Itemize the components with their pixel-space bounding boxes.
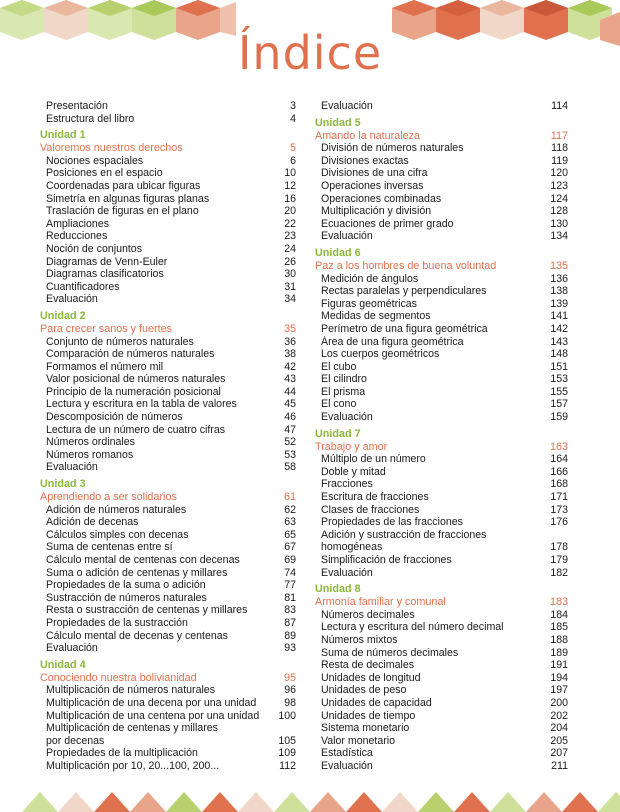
toc-entry-page: 89 <box>284 629 296 642</box>
toc-entry-page: 77 <box>284 579 296 592</box>
toc-entry-page: 173 <box>550 503 568 516</box>
toc-entry-label: Suma o adición de centenas y millares <box>46 566 228 579</box>
toc-entry-label: Cuantificadores <box>46 280 120 293</box>
toc-entry[interactable] <box>313 298 568 311</box>
toc-entry-label: Números romanos <box>46 448 134 461</box>
toc-entry[interactable] <box>38 281 296 294</box>
page-title: Índice <box>237 26 383 80</box>
toc-entry[interactable] <box>38 424 296 437</box>
toc-entry-page: 166 <box>550 465 568 478</box>
toc-entry[interactable] <box>313 735 568 748</box>
toc-entry[interactable] <box>313 205 568 218</box>
unit-heading: Unidad 8 <box>315 583 361 596</box>
toc-entry-label: Números mixtos <box>321 633 398 646</box>
toc-entry-page: 22 <box>284 217 296 230</box>
toc-entry[interactable] <box>313 504 568 517</box>
toc-entry-page: 178 <box>550 541 568 554</box>
toc-entry-label: Adición y sustracción de fracciones <box>321 528 487 541</box>
toc-entry-label: Lectura y escritura en la tabla de valores <box>46 398 237 411</box>
toc-entry-label: Traslación de figuras en el plano <box>46 205 199 218</box>
toc-entry[interactable] <box>313 180 568 193</box>
toc-entry-label: Sistema monetario <box>321 722 410 735</box>
toc-entry-page: 120 <box>550 167 568 180</box>
toc-entry[interactable] <box>38 684 296 697</box>
toc-entry[interactable] <box>38 100 296 113</box>
toc-entry[interactable] <box>38 256 296 269</box>
toc-entry[interactable] <box>313 323 568 336</box>
toc-entry-page: 53 <box>284 448 296 461</box>
toc-entry[interactable] <box>313 516 568 529</box>
toc-entry-page: 118 <box>551 142 568 155</box>
unit-title-row <box>38 142 296 155</box>
toc-entry-label: Adición de números naturales <box>46 503 187 516</box>
toc-entry[interactable] <box>38 193 296 206</box>
toc-entry[interactable] <box>38 579 296 592</box>
toc-right-column <box>313 100 568 773</box>
toc-entry-page: 98 <box>284 696 296 709</box>
toc-entry-page: 148 <box>550 348 568 361</box>
toc-entry[interactable] <box>313 529 568 542</box>
toc-entry-page: 159 <box>550 411 568 424</box>
toc-entry-label: Principio de la numeración posicional <box>46 385 221 398</box>
toc-entry-page: 44 <box>284 385 296 398</box>
toc-entry-label: Área de una figura geométrica <box>321 335 464 348</box>
toc-entry-label: Comparación de números naturales <box>46 348 215 361</box>
toc-entry-page: 164 <box>550 453 568 466</box>
toc-entry-label: Clases de fracciones <box>321 503 420 516</box>
toc-entry-label: Diagramas clasificatorios <box>46 268 164 281</box>
toc-entry-label: Cálculo mental de centenas con decenas <box>46 554 240 566</box>
toc-entry-page: 205 <box>550 734 568 747</box>
toc-entry-label: Valor monetario <box>321 734 395 747</box>
toc-entry-label: Descomposición de números <box>46 411 183 424</box>
toc-entry-label: Multiplicación por 10, 20...100, 200... <box>46 759 220 772</box>
toc-entry[interactable] <box>313 722 568 735</box>
toc-entry-page: 171 <box>550 491 568 504</box>
unit-title: Para crecer sanos y fuertes <box>40 322 173 335</box>
toc-entry[interactable] <box>38 268 296 281</box>
toc-entry-page: 83 <box>284 604 296 617</box>
toc-entry-page: 151 <box>550 360 568 373</box>
toc-entry-page: 93 <box>284 642 296 655</box>
toc-entry-label: Reducciones <box>46 230 108 243</box>
toc-entry-page: 155 <box>550 385 568 398</box>
toc-entry-label: Fracciones <box>321 478 373 491</box>
unit-title-row <box>313 596 568 609</box>
toc-entry-page: 105 <box>278 734 296 747</box>
toc-entry[interactable] <box>38 398 296 411</box>
unit-title: Conociendo nuestra bolivianidad <box>40 671 197 684</box>
toc-entry-page: 191 <box>550 659 568 672</box>
toc-entry-page: 204 <box>550 722 568 735</box>
toc-entry[interactable] <box>38 541 296 554</box>
toc-entry[interactable] <box>38 348 296 361</box>
unit-title: Trabajo y amor <box>315 440 388 453</box>
toc-entry-page: 26 <box>284 255 296 268</box>
toc-entry-label: Multiplicación y división <box>321 205 432 218</box>
toc-entry-page: 52 <box>284 436 296 449</box>
toc-entry[interactable] <box>313 647 568 660</box>
toc-entry-label: Unidades de tiempo <box>321 709 416 722</box>
toc-entry-page: 69 <box>284 554 296 566</box>
toc-entry-label: Múltiplo de un número <box>321 453 426 466</box>
bottom-triangles <box>22 792 620 812</box>
toc-entry[interactable] <box>313 193 568 206</box>
toc-entry-page: 211 <box>551 759 568 772</box>
toc-entry[interactable] <box>313 373 568 386</box>
toc-entry[interactable] <box>38 617 296 630</box>
toc-entry[interactable] <box>313 710 568 723</box>
unit-page-number: 163 <box>549 440 568 453</box>
toc-entry-page: 168 <box>550 478 568 491</box>
toc-entry[interactable] <box>313 155 568 168</box>
toc-entry[interactable] <box>313 386 568 399</box>
toc-entry-page: 138 <box>550 285 568 298</box>
toc-entry[interactable] <box>313 273 568 286</box>
toc-entry[interactable] <box>313 491 568 504</box>
toc-entry-page: 36 <box>284 335 296 348</box>
toc-entry[interactable] <box>38 592 296 605</box>
toc-entry-page: 207 <box>550 747 568 760</box>
toc-entry-label: Evaluación <box>321 100 373 112</box>
toc-entry-page: 139 <box>550 297 568 310</box>
toc-entry-label: Cálculos simples con decenas <box>46 528 189 541</box>
toc-entry-label: Multiplicación de una centena por una unidad <box>46 709 260 722</box>
unit-title: Armonía familiar y comunal <box>315 596 446 609</box>
unit-title-row <box>38 672 296 685</box>
toc-entry-label: El cubo <box>321 360 357 373</box>
toc-entry[interactable] <box>38 747 296 760</box>
toc-entry-label: Números decimales <box>321 608 415 621</box>
toc-entry-label: Multiplicación de centenas y millares <box>46 722 218 735</box>
toc-entry[interactable] <box>38 373 296 386</box>
toc-entry-label: Evaluación <box>46 293 98 306</box>
toc-entry-label: Divisiones de una cifra <box>321 167 428 180</box>
toc-entry-page: 188 <box>550 633 568 646</box>
toc-entry[interactable] <box>313 336 568 349</box>
toc-entry-label: El cono <box>321 398 357 411</box>
toc-entry[interactable] <box>38 722 296 735</box>
toc-entry-label: Lectura y escritura del número decimal <box>321 621 504 634</box>
toc-entry-page: 16 <box>284 192 296 205</box>
toc-entry-page: 46 <box>284 411 296 424</box>
toc-entry[interactable] <box>38 243 296 256</box>
toc-entry[interactable] <box>38 205 296 218</box>
toc-entry-label: El prisma <box>321 385 366 398</box>
toc-entry[interactable] <box>38 293 296 306</box>
toc-entry[interactable] <box>38 567 296 580</box>
toc-entry[interactable] <box>313 230 568 243</box>
toc-entry-label: Ampliaciones <box>46 217 110 230</box>
toc-entry-label: Operaciones inversas <box>321 179 424 192</box>
toc-entry-page: 130 <box>550 217 568 230</box>
toc-entry-label: Medidas de segmentos <box>321 310 431 323</box>
toc-entry[interactable] <box>313 466 568 479</box>
toc-entry[interactable] <box>313 310 568 323</box>
toc-entry-page: 184 <box>550 608 568 621</box>
toc-entry-label: Resta o sustracción de centenas y millares <box>46 604 248 617</box>
toc-entry-page: 123 <box>550 179 568 192</box>
unit-title-row <box>313 130 568 143</box>
toc-entry-page: 67 <box>284 541 296 554</box>
toc-entry-label: Perímetro de una figura geométrica <box>321 322 488 335</box>
toc-entry-label: Rectas paralelas y perpendiculares <box>321 285 487 298</box>
toc-entry-page: 179 <box>550 554 568 566</box>
toc-entry-page: 100 <box>278 709 296 722</box>
toc-entry[interactable] <box>38 218 296 231</box>
toc-entry-page: 34 <box>284 293 296 306</box>
toc-entry-page: 185 <box>550 621 568 634</box>
toc-entry-page: 23 <box>284 230 296 243</box>
toc-entry-page: 24 <box>284 242 296 255</box>
toc-entry-label: Escritura de fracciones <box>321 491 429 504</box>
unit-title: Aprendiendo a ser solidarios <box>40 491 177 504</box>
toc-entry[interactable] <box>38 461 296 474</box>
unit-heading: Unidad 2 <box>40 309 86 322</box>
toc-entry-label: Unidades de peso <box>321 684 407 697</box>
toc-entry-label: Operaciones combinadas <box>321 192 442 205</box>
toc-entry-label: Divisiones exactas <box>321 154 409 167</box>
toc-entry-page: 87 <box>284 616 296 629</box>
unit-page-number: 135 <box>549 259 568 272</box>
toc-entry-label: Presentación <box>46 100 108 112</box>
toc-entry-label: Unidades de capacidad <box>321 696 432 709</box>
toc-entry-label: Propiedades de la sustracción <box>46 616 188 629</box>
toc-entry[interactable] <box>313 659 568 672</box>
toc-entry[interactable] <box>313 361 568 374</box>
toc-entry-label: Diagramas de Venn-Euler <box>46 255 168 268</box>
toc-entry-label: Propiedades de la multiplicación <box>46 747 198 760</box>
toc-entry-label: Sustracción de números naturales <box>46 591 207 604</box>
unit-heading: Unidad 3 <box>40 478 86 491</box>
toc-entry-page: 200 <box>550 696 568 709</box>
toc-entry[interactable] <box>38 516 296 529</box>
toc-entry[interactable] <box>313 142 568 155</box>
toc-entry-label: Cálculo mental de decenas y centenas <box>46 629 228 642</box>
toc-entry[interactable] <box>313 348 568 361</box>
toc-entry-page: 20 <box>284 205 296 218</box>
toc-entry-page: 119 <box>551 154 568 167</box>
toc-entry-page: 65 <box>284 528 296 541</box>
toc-entry-label: por decenas <box>46 734 105 747</box>
toc-entry[interactable] <box>313 411 568 424</box>
toc-entry[interactable] <box>313 167 568 180</box>
toc-entry-label: Estructura del libro <box>46 112 135 125</box>
toc-entry[interactable] <box>38 436 296 449</box>
toc-entry[interactable] <box>38 167 296 180</box>
toc-entry[interactable] <box>38 386 296 399</box>
toc-entry-page: 134 <box>550 230 568 243</box>
toc-entry-label: Unidades de longitud <box>321 671 421 684</box>
toc-entry-label: Evaluación <box>321 411 373 424</box>
toc-entry[interactable] <box>38 554 296 567</box>
toc-entry[interactable] <box>313 634 568 647</box>
toc-entry-label: Medición de ángulos <box>321 272 419 285</box>
toc-entry[interactable] <box>313 554 568 567</box>
toc-entry[interactable] <box>313 218 568 231</box>
unit-heading: Unidad 7 <box>315 427 361 440</box>
toc-entry[interactable] <box>38 697 296 710</box>
toc-entry[interactable] <box>38 642 296 655</box>
toc-entry[interactable] <box>38 760 296 773</box>
toc-entry-label: Simetría en algunas figuras planas <box>46 192 210 205</box>
unit-page-number: 35 <box>283 322 296 335</box>
toc-entry-page: 143 <box>550 335 568 348</box>
unit-title-row <box>313 441 568 454</box>
toc-entry-label: El cilindro <box>321 373 367 386</box>
toc-entry-page: 31 <box>284 280 296 293</box>
toc-entry-label: Valor posicional de números naturales <box>46 373 226 386</box>
toc-entry-label: Adición de decenas <box>46 516 139 529</box>
bottom-decoration <box>0 778 620 812</box>
toc-entry[interactable] <box>313 609 568 622</box>
toc-entry-label: Noción de conjuntos <box>46 242 142 255</box>
toc-entry[interactable] <box>38 449 296 462</box>
unit-heading: Unidad 1 <box>40 129 86 142</box>
toc-entry-label: Evaluación <box>321 759 373 772</box>
toc-entry-page: 109 <box>278 747 296 760</box>
unit-title-row <box>38 491 296 504</box>
toc-entry-label: Coordenadas para ubicar figuras <box>46 179 201 192</box>
unit-heading: Unidad 6 <box>315 246 361 259</box>
toc-entry-label: División de números naturales <box>321 142 464 155</box>
toc-entry-label: homogéneas <box>321 541 383 554</box>
toc-entry-page: 96 <box>284 684 296 697</box>
unit-page-number: 117 <box>550 129 568 142</box>
toc-entry[interactable] <box>38 411 296 424</box>
toc-entry[interactable] <box>313 747 568 760</box>
toc-entry[interactable] <box>313 453 568 466</box>
toc-entry-page: 43 <box>284 373 296 386</box>
toc-entry-label: Estadística <box>321 747 373 760</box>
toc-entry-page: 202 <box>550 709 568 722</box>
unit-page-number: 61 <box>283 491 296 504</box>
toc-entry[interactable] <box>38 336 296 349</box>
unit-title-row <box>38 323 296 336</box>
toc-entry-page: 47 <box>284 423 296 436</box>
unit-page-number: 95 <box>283 671 296 684</box>
toc-entry-label: Conjunto de números naturales <box>46 335 194 348</box>
toc-entry-page: 189 <box>550 646 568 659</box>
toc-entry-page: 4 <box>290 112 296 125</box>
toc-entry-label: Posiciones en el espacio <box>46 167 163 180</box>
toc-entry-page: 136 <box>550 272 568 285</box>
toc-entry-label: Propiedades de las fracciones <box>321 516 463 529</box>
toc-entry-page: 45 <box>284 398 296 411</box>
toc-entry-label: Formamos el número mil <box>46 360 164 373</box>
toc-entry[interactable] <box>38 604 296 617</box>
toc-entry-page: 194 <box>550 671 568 684</box>
toc-entry[interactable] <box>38 180 296 193</box>
toc-entry[interactable] <box>38 630 296 643</box>
toc-entry[interactable] <box>313 672 568 685</box>
toc-entry-page: 124 <box>550 192 568 205</box>
toc-entry-page: 114 <box>551 100 568 112</box>
toc-entry[interactable] <box>38 113 296 126</box>
toc-entry-label: Números ordinales <box>46 436 135 449</box>
toc-entry-page: 112 <box>279 759 296 772</box>
toc-entry-label: Evaluación <box>321 230 373 243</box>
unit-title: Valoremos nuestros derechos <box>40 142 183 155</box>
toc-entry[interactable] <box>38 155 296 168</box>
unit-title: Paz a los hombres de buena voluntad <box>315 259 497 272</box>
toc-entry-label: Multiplicación de números naturales <box>46 684 215 697</box>
unit-page-number: 183 <box>549 596 568 609</box>
unit-heading: Unidad 5 <box>315 116 361 129</box>
toc-entry-page: 74 <box>284 566 296 579</box>
toc-entry-page: 197 <box>550 684 568 697</box>
toc-entry[interactable] <box>38 735 296 748</box>
toc-entry[interactable] <box>38 361 296 374</box>
toc-entry[interactable] <box>38 710 296 723</box>
unit-heading: Unidad 4 <box>40 658 86 671</box>
toc-entry-page: 42 <box>284 360 296 373</box>
toc-entry[interactable] <box>38 529 296 542</box>
toc-entry-label: Lectura de un número de cuatro cifras <box>46 423 226 436</box>
toc-entry-label: Suma de centenas entre sí <box>46 541 173 554</box>
toc-entry-label: Evaluación <box>46 642 98 655</box>
toc-entry-label: Doble y mitad <box>321 465 386 478</box>
toc-entry[interactable] <box>313 760 568 773</box>
toc-entry-label: Evaluación <box>46 461 98 474</box>
toc-entry[interactable] <box>313 684 568 697</box>
toc-entry-label: Simplificación de fracciones <box>321 554 452 566</box>
toc-left-column <box>38 100 296 773</box>
toc-entry-label: Ecuaciones de primer grado <box>321 217 454 230</box>
toc-entry[interactable] <box>313 285 568 298</box>
toc-entry-label: Evaluación <box>321 566 373 579</box>
toc-entry-page: 81 <box>284 591 296 604</box>
toc-entry-page: 12 <box>284 179 296 192</box>
toc-entry-label: Resta de decimales <box>321 659 415 672</box>
toc-entry-page: 6 <box>290 154 296 167</box>
toc-entry-label: Nociones espaciales <box>46 154 144 167</box>
toc-entry[interactable] <box>38 504 296 517</box>
toc-entry-label: Figuras geométricas <box>321 297 417 310</box>
toc-entry[interactable] <box>38 230 296 243</box>
toc-entry-page: 182 <box>550 566 568 579</box>
toc-entry-page: 176 <box>550 516 568 529</box>
toc-entry-label: Multiplicación de una decena por una unidad <box>46 696 257 709</box>
toc-entry[interactable] <box>313 621 568 634</box>
toc-entry-page: 30 <box>284 268 296 281</box>
toc-entry-page: 153 <box>550 373 568 386</box>
unit-title-row <box>313 260 568 273</box>
toc-entry[interactable] <box>313 398 568 411</box>
toc-entry[interactable] <box>313 478 568 491</box>
toc-entry-label: Suma de números decimales <box>321 646 459 659</box>
toc-entry-page: 3 <box>290 100 296 112</box>
toc-entry[interactable] <box>313 100 568 113</box>
toc-entry-page: 62 <box>284 503 296 516</box>
toc-entry-page: 142 <box>550 322 568 335</box>
toc-entry-page: 128 <box>550 205 568 218</box>
toc-entry-page: 10 <box>284 167 296 180</box>
toc-entry-page: 141 <box>550 310 568 323</box>
toc-entry-page: 157 <box>550 398 568 411</box>
toc-entry-label: Propiedades de la suma o adición <box>46 579 206 592</box>
toc-entry[interactable] <box>313 697 568 710</box>
toc-entry-page: 38 <box>284 348 296 361</box>
toc-entry-label: Los cuerpos geométricos <box>321 348 440 361</box>
toc-entry-page: 63 <box>284 516 296 529</box>
unit-page-number: 5 <box>289 142 296 155</box>
unit-title: Amando la naturaleza <box>315 129 421 142</box>
toc-entry[interactable] <box>313 567 568 580</box>
toc-entry[interactable] <box>313 541 568 554</box>
toc-entry-page: 58 <box>284 461 296 474</box>
